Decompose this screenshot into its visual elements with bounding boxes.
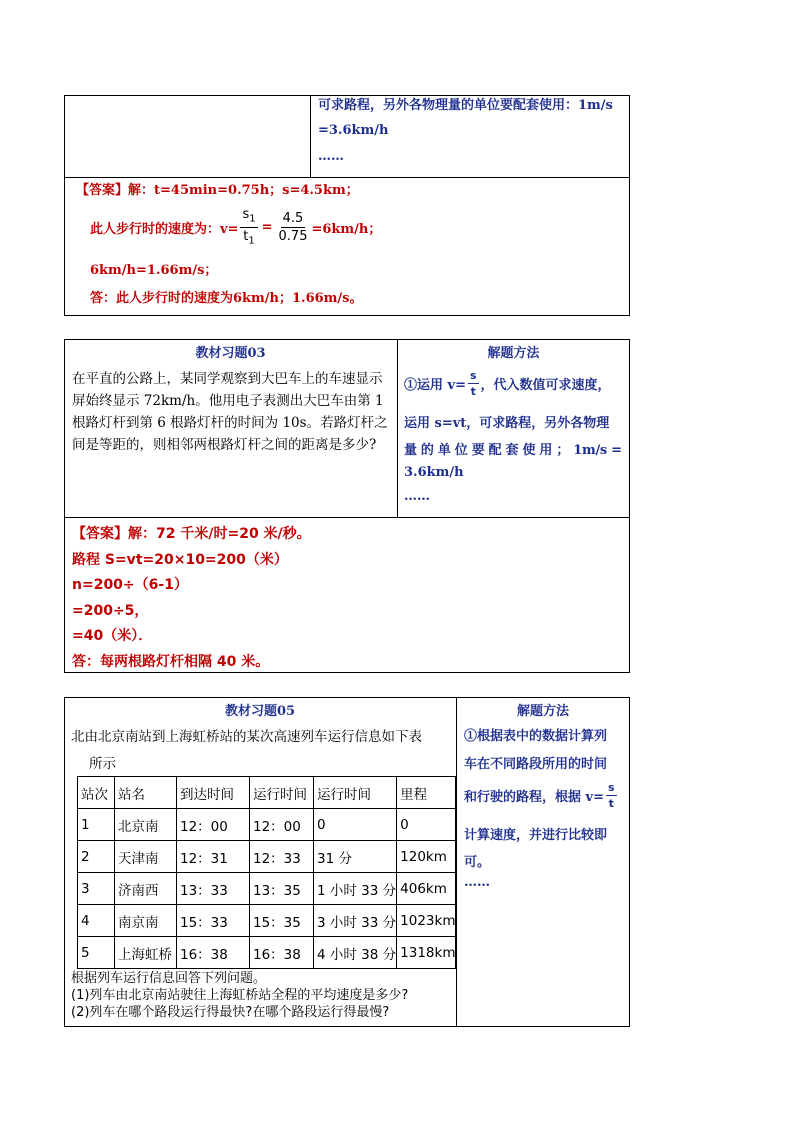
table-cell: 3 [78, 873, 115, 905]
block2-method-line3: 量 的 单 位 要 配 套 使 用 ； 1m/s = [404, 443, 622, 458]
block2-question-line: 间是等距的，则相邻两根路灯杆之间的距离是多少? [72, 437, 377, 453]
table-header-cell: 站名 [115, 777, 177, 809]
table-cell: 4 [78, 905, 115, 937]
table-cell: 0 [314, 809, 397, 841]
table-row [78, 809, 456, 841]
table-cell: 120km [397, 841, 456, 873]
table-cell: 16：38 [177, 937, 250, 969]
table-cell: 3 小时 33 分 [314, 905, 397, 937]
block2-method-fraction [468, 370, 479, 397]
block3-title: 教材习题05 [224, 704, 296, 719]
block2-method-line4: 3.6km/h [404, 465, 464, 480]
table-header-cell: 运行时间 [250, 777, 314, 809]
block1-answer-line4: 答：此人步行时的速度为6km/h；1.66m/s。 [90, 291, 363, 306]
block2-answer [72, 522, 311, 675]
block1-answer-line2-prefix: 此人步行时的速度为：v= [90, 221, 239, 237]
block1-method-dots: …… [318, 149, 344, 164]
block2-title: 教材习题03 [195, 346, 266, 361]
block2-answer-line: 【答案】解：72 千米/时=20 米/秒。 [72, 526, 311, 542]
table-cell: 济南西 [115, 873, 177, 905]
table-cell: 15：33 [177, 905, 250, 937]
block1-frac2-den: 0.75 [278, 228, 308, 244]
table-row [78, 873, 456, 905]
block1-frac1-den: t [243, 228, 249, 244]
block2-question [72, 368, 388, 456]
table-cell: 上海虹桥 [115, 937, 177, 969]
block3-method-dots: …… [464, 875, 490, 890]
block3-q-line1: 根据列车运行信息回答下列问题。 [71, 971, 267, 986]
block1-answer-line1: 【答案】解：t=45min=0.75h；s=4.5km； [76, 183, 359, 198]
block1-frac1-num-sub: 1 [249, 213, 256, 225]
block2-method-title: 解题方法 [487, 346, 540, 361]
block1-answer-line2 [90, 205, 381, 249]
block2-method-line1 [404, 366, 611, 400]
block2-method-dots: …… [404, 489, 430, 504]
block3-method-frac-num: s [607, 780, 615, 794]
table-cell: 南京南 [115, 905, 177, 937]
block2-method-line2: 运用 s=vt，可求路程，另外各物理 [404, 416, 610, 431]
block3-method-line4: 计算速度，并进行比较即 [464, 828, 608, 843]
table-header-cell: 站次 [78, 777, 115, 809]
block1-answer-line2-suffix: =6km/h； [311, 221, 382, 237]
block1-row-divider [64, 177, 630, 178]
block2-col-divider [397, 339, 398, 517]
table-header-cell: 里程 [397, 777, 456, 809]
block2-method-line1-suffix: ，代入数值可求速度， [480, 377, 611, 393]
block1-frac1-den-sub: 1 [248, 235, 255, 247]
block1-equals: = [261, 219, 273, 235]
table-cell: 13：35 [250, 873, 314, 905]
train-schedule-table [77, 776, 456, 969]
table-cell: 1 [78, 809, 115, 841]
table-cell: 4 小时 38 分 [314, 937, 397, 969]
block1-value-fraction [277, 212, 310, 243]
block1-formula-fraction [240, 208, 257, 246]
block1-frac2-num: 4.5 [282, 210, 304, 226]
table-cell: 天津南 [115, 841, 177, 873]
block3-method-title: 解题方法 [516, 704, 569, 719]
table-cell: 13：33 [177, 873, 250, 905]
block2-question-line: 在平直的公路上，某同学观察到大巴车上的车速显示 [72, 371, 383, 387]
table-cell: 1 小时 33 分 [314, 873, 397, 905]
block3-method-fraction [606, 782, 617, 809]
table-cell: 12：00 [250, 809, 314, 841]
table-row [78, 905, 456, 937]
table-row [78, 841, 456, 873]
block2-question-line: 根路灯杆到第 6 根路灯杆的时间为 10s。若路灯杆之 [72, 415, 388, 431]
table-header-row [78, 777, 456, 809]
table-cell: 5 [78, 937, 115, 969]
block3-q-line2: (1)列车由北京南站驶往上海虹桥站全程的平均速度是多少? [71, 988, 409, 1003]
block2-answer-line: =40（米）． [72, 628, 153, 644]
table-cell: 1023km [397, 905, 456, 937]
block3-method-line5: 可。 [464, 855, 491, 870]
block3-method-line3-prefix: 和行驶的路程，根据 v= [464, 789, 604, 805]
table-row [78, 937, 456, 969]
block1-answer-line3: 6km/h=1.66m/s； [90, 263, 218, 278]
block2-method-frac-den: t [470, 384, 476, 398]
table-cell: 0 [397, 809, 456, 841]
block1-col-divider [310, 95, 311, 177]
block2-method-frac-num: s [469, 368, 477, 382]
block3-method-frac-den: t [608, 796, 614, 810]
block2-row-divider [64, 517, 630, 518]
table-cell: 12：33 [250, 841, 314, 873]
block2-answer-line: 答：每两根路灯杆相隔 40 米。 [72, 653, 270, 670]
block3-method-line2: 车在不同路段所用的时间 [464, 757, 608, 772]
table-cell: 406km [397, 873, 456, 905]
block3-method-line1: ①根据表中的数据计算列 [464, 729, 608, 744]
block1-method-line2: =3.6km/h [318, 123, 389, 138]
block2-method-line1-prefix: ①运用 v= [404, 377, 466, 393]
block3-q-line3: (2)列车在哪个路段运行得最快?在哪个路段运行得最慢? [71, 1005, 390, 1020]
table-header-cell: 运行时间 [314, 777, 397, 809]
block2-answer-line: =200÷5， [72, 602, 149, 619]
block2-answer-line: 路程 S=vt=20×10=200（米） [72, 551, 288, 568]
table-cell: 15：35 [250, 905, 314, 937]
table-cell: 北京南 [115, 809, 177, 841]
block2-answer-line: n=200÷（6-1） [72, 577, 188, 593]
block1-method-line1: 可求路程，另外各物理量的单位要配套使用：1m/s [318, 98, 613, 113]
table-cell: 2 [78, 841, 115, 873]
block2-question-line: 屏始终显示 72km/h。他用电子表测出大巴车由第 1 [72, 393, 384, 409]
block3-method-line3 [464, 778, 619, 812]
block3-intro-line2: 所示 [89, 756, 116, 772]
table-cell: 12：00 [177, 809, 250, 841]
table-cell: 31 分 [314, 841, 397, 873]
table-header-cell: 到达时间 [177, 777, 250, 809]
table-cell: 1318km [397, 937, 456, 969]
table-cell: 12：31 [177, 841, 250, 873]
block3-questions [71, 970, 408, 1021]
block3-intro-line1: 北由北京南站到上海虹桥站的某次高速列车运行信息如下表 [71, 729, 422, 745]
table-cell: 16：38 [250, 937, 314, 969]
block1-frac1-num: s [242, 206, 250, 222]
